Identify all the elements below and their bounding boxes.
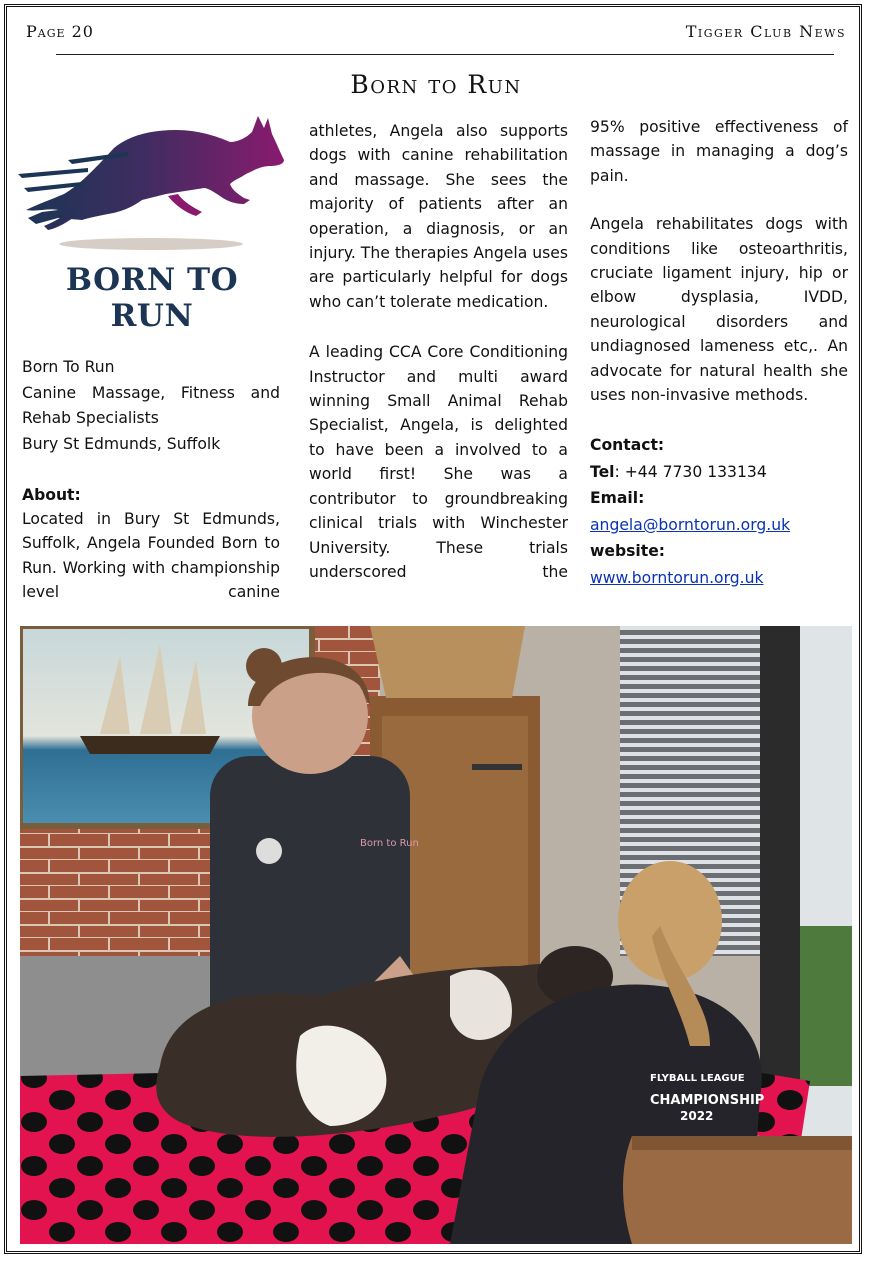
logo-shadow: [59, 238, 243, 250]
column-3: [590, 115, 848, 590]
contact-phone: [590, 460, 848, 484]
hoodie-text-1: FLYBALL LEAGUE: [650, 1073, 745, 1084]
column-3-paragraph-2: Angela rehabilitates dogs with conditions like osteoarthritis, cruciate ligament injury, hip or elbow dysplasia, IVDD, neurological disorders and undiagnosed lameness etc,. An advocate for natural health she uses non-invasive methods.: [590, 215, 848, 405]
business-name: Born To Run: [22, 358, 115, 376]
page-number: Page 20: [26, 22, 94, 41]
website-link[interactable]: www.borntorun.org.uk: [590, 568, 764, 587]
publication-name: Tigger Club News: [685, 22, 846, 41]
article-title: Born to Run: [350, 70, 522, 99]
website-label: website:: [590, 542, 666, 561]
contact-heading: Contact:: [590, 436, 665, 455]
column-2: [309, 119, 568, 584]
column-1: [22, 355, 280, 605]
wicker-basket: [370, 626, 525, 698]
email-label: Email:: [590, 489, 645, 508]
business-specialty: Canine Massage, Fitness and Rehab Specialists: [22, 384, 280, 427]
massage-photo: [20, 626, 852, 1244]
column-2-paragraph-2: A leading CCA Core Conditioning Instructor and multi award winning Small Animal Rehab Specialist, Angela, is delighted to have been a involved to a world first! She was a contributor to groundbreaking clinical trials with Winchester University. These trials underscored the: [309, 343, 568, 581]
wooden-chair: [623, 1136, 852, 1244]
business-location: Bury St Edmunds, Suffolk: [22, 435, 221, 454]
email-link[interactable]: angela@borntorun.org.uk: [590, 515, 791, 534]
tel-value: : +44 7730 133134: [614, 462, 767, 481]
column-2-paragraph-1: athletes, Angela also supports dogs with canine rehabilitation and massage. She sees the majority of patients after an operation, a diagnosis, or an injury. The therapies Angela uses are particularly helpful for dogs who can’t tolerate medication.: [309, 122, 568, 311]
tel-label: Tel: [590, 462, 615, 481]
about-text: Located in Bury St Edmunds, Suffolk, Angela Founded Born to Run. Working with championship level canine: [22, 510, 280, 602]
header-rule: [56, 54, 834, 55]
column-3-paragraph-1: 95% positive effectiveness of massage in managing a dog’s pain.: [590, 118, 848, 185]
hoodie-text-3: 2022: [680, 1109, 714, 1123]
about-heading: About:: [22, 485, 81, 504]
shirt-logo-text: Born to Run: [360, 838, 419, 849]
logo-wordmark: BORN TO RUN: [65, 262, 239, 334]
hoodie-text-2: CHAMPIONSHIP: [650, 1093, 765, 1108]
